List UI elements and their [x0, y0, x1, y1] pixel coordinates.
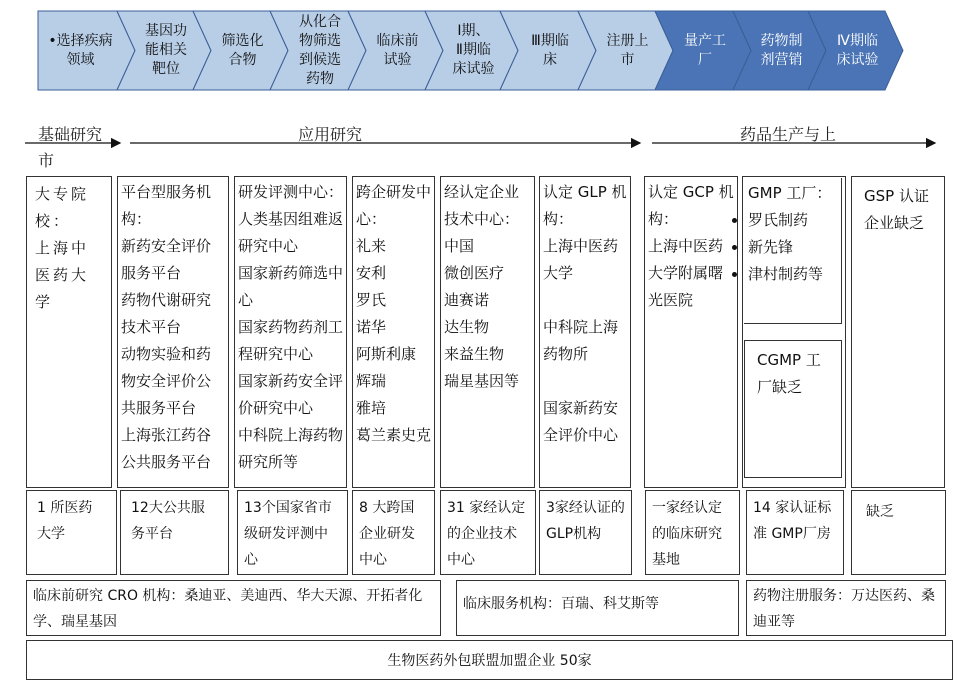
list-item: • 新先锋	[748, 234, 837, 261]
rd-center-list	[238, 206, 343, 476]
gmp-factory-title: GMP 工厂：	[748, 184, 832, 202]
gsp-box	[851, 176, 945, 488]
list-item: 上海张江药谷公共服务平台	[121, 426, 212, 471]
list-item: 中科院上海药物所	[543, 318, 619, 363]
platform-service-list	[121, 233, 225, 476]
count-multinational: 8 大跨国企业研发中心	[352, 490, 435, 575]
list-item: 新药安全评价服务平台	[121, 237, 212, 282]
phase-basic-research-label: 基础研究 市	[38, 125, 103, 170]
platform-service-box	[117, 176, 229, 488]
count-university: 1 所医药大学	[26, 490, 117, 575]
glp-list	[543, 233, 627, 449]
list-item: 中科院上海药物研究所等	[238, 426, 344, 471]
list-item: 国家新药筛选中心	[238, 264, 344, 309]
multinational-rd-title: 跨企研发中心：	[356, 183, 432, 228]
phase-applied-research-label: 应用研究	[298, 125, 363, 144]
university-title: 大专院校：	[35, 185, 90, 230]
glp-title: 认定 GLP 机构：	[543, 183, 627, 228]
stage-label: 药物制 剂营销	[760, 32, 803, 68]
list-item: 药物代谢研究技术平台	[121, 291, 212, 336]
gmp-factory-box	[744, 178, 842, 324]
count-enterprise-tech: 31 家经认定的企业技术中心	[440, 490, 536, 575]
platform-service-title: 平台型服务机构：	[121, 183, 212, 228]
list-item: 辉瑞	[356, 372, 387, 390]
list-item: 阿斯利康	[356, 345, 417, 363]
list-item: 来益生物	[444, 345, 505, 363]
outsourcing-alliance-footer: 生物医药外包联盟加盟企业 50家	[26, 640, 953, 680]
enterprise-tech-center-title: 经认定企业技术中心：	[444, 183, 520, 228]
gcp-title: 认定 GCP 机构：	[648, 183, 734, 228]
list-item: 葛兰素史克	[356, 426, 432, 444]
registration-services-box: 药物注册服务：万达医药、桑迪亚等	[746, 580, 946, 636]
list-item: 国家药物药剂工程研究中心	[238, 318, 344, 363]
enterprise-tech-center-list	[444, 233, 531, 395]
enterprise-tech-center-box	[440, 176, 535, 488]
stage-label: 临床前 试验	[376, 32, 419, 68]
glp-box	[539, 176, 631, 488]
stage-label: 从化合 物筛选 到候选 药物	[299, 13, 341, 87]
stage-label: Ⅲ期临 床	[531, 32, 569, 68]
stage-label: 注册上 市	[606, 32, 649, 68]
count-glp: 3家经认证的GLP机构	[539, 490, 632, 575]
list-item: 达生物	[444, 318, 490, 336]
list-item: 诺华	[356, 318, 387, 336]
gcp-list	[648, 233, 734, 314]
list-item: • 罗氏制药	[748, 207, 837, 234]
list-item: 中国	[444, 237, 475, 255]
list-item: 上海中医药大学	[543, 237, 619, 282]
list-item: 雅培	[356, 399, 387, 417]
clinical-services-box: 临床服务机构：百瑞、科艾斯等	[456, 580, 739, 636]
stage-label: Ⅰ期、 Ⅱ期临 床试验	[452, 23, 495, 77]
multinational-rd-box	[352, 176, 435, 488]
gmp-factory-list	[748, 207, 837, 288]
list-item: 上海中医药大学	[35, 239, 90, 311]
count-rd-centers: 13个国家省市级研发评测中心	[237, 490, 348, 575]
university-box	[26, 176, 112, 488]
gcp-box	[644, 176, 738, 488]
list-item: 安利	[356, 264, 387, 282]
list-item: 罗氏	[356, 291, 387, 309]
list-item: 迪赛诺	[444, 291, 490, 309]
list-item: 瑞星基因等	[444, 372, 520, 390]
rd-center-title: 研发评测中心：	[238, 183, 344, 201]
stage-label: Ⅳ期临 床试验	[836, 32, 879, 68]
cro-services-box: 临床前研究 CRO 机构：桑迪亚、美迪西、华大天源、开拓者化学、瑞星基因	[26, 580, 441, 636]
list-item: 国家新药安全评价研究中心	[238, 372, 344, 417]
stage-label: 量产工 厂	[684, 32, 726, 68]
list-item: 上海中医药大学附属曙光医院	[648, 237, 724, 309]
cgmp-box	[744, 340, 842, 478]
stage-chevron	[38, 11, 135, 90]
count-gmp: 14 家认证标准 GMP厂房	[746, 490, 844, 575]
stage-label: 基因功 能相关 靶位	[145, 23, 187, 77]
list-item: 人类基因组难返研究中心	[238, 210, 344, 255]
process-chevron-bar	[0, 0, 967, 100]
phase-production-label: 药品生产与上	[740, 125, 837, 144]
phase-arrows	[0, 130, 967, 160]
list-item: 国家新药安全评价中心	[543, 399, 619, 444]
count-platforms: 12大公共服务平台	[120, 490, 229, 575]
list-item: 动物实验和药物安全评价公共服务平台	[121, 345, 212, 417]
count-gsp: 缺乏	[851, 490, 946, 575]
rd-center-box	[234, 176, 347, 488]
stage-label: 筛选化 合物	[221, 32, 264, 68]
cgmp-title: CGMP 工厂缺乏	[757, 351, 821, 396]
count-gcp: 一家经认定的临床研究基地	[645, 490, 740, 575]
multinational-rd-list	[356, 233, 431, 449]
university-list	[35, 235, 103, 316]
gsp-title: GSP 认证企业缺乏	[864, 187, 929, 232]
stage-label: •选择疾病 领域	[48, 32, 113, 68]
list-item: • 津村制药等	[748, 261, 837, 288]
list-item: 微创医疗	[444, 264, 505, 282]
list-item: 礼来	[356, 237, 387, 255]
